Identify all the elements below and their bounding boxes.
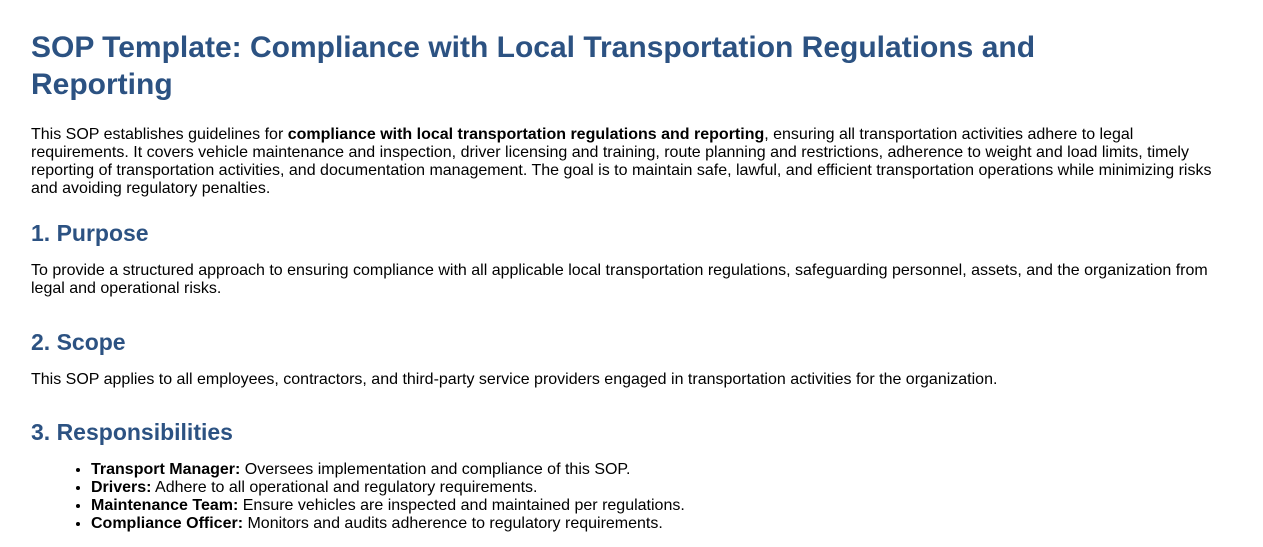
responsibilities-list (31, 461, 1233, 533)
responsibility-item-drivers (91, 479, 1233, 497)
responsibility-role: Maintenance Team: (91, 497, 239, 514)
responsibility-item-compliance-officer (91, 515, 1233, 533)
responsibility-role: Compliance Officer: (91, 515, 244, 532)
intro-text-before: This SOP establishes guidelines for (31, 126, 288, 143)
responsibility-item-maintenance-team (91, 497, 1233, 515)
intro-text-bold: compliance with local transportation regulations and reporting (287, 126, 765, 143)
responsibility-role: Transport Manager: (91, 461, 241, 478)
scope-heading: 2. Scope (31, 329, 126, 355)
page-title: SOP Template: Compliance with Local Transportation Regulations and Reporting (31, 31, 1036, 101)
responsibility-text: Oversees implementation and compliance of this SOP. (240, 461, 631, 478)
purpose-text: To provide a structured approach to ensuring compliance with all applicable local transportation regulations, safeguarding personnel, assets, and the organization from legal and operational risks. (31, 262, 1208, 297)
purpose-heading: 1. Purpose (31, 220, 149, 246)
responsibility-text: Ensure vehicles are inspected and maintained per regulations. (238, 497, 685, 514)
responsibilities-heading: 3. Responsibilities (31, 419, 233, 445)
intro-paragraph (31, 126, 1221, 198)
responsibility-role: Drivers: (91, 479, 152, 496)
responsibility-text: Adhere to all operational and regulatory requirements. (151, 479, 538, 496)
responsibility-text: Monitors and audits adherence to regulatory requirements. (243, 515, 663, 532)
responsibility-item-transport-manager (91, 461, 1233, 479)
scope-text: This SOP applies to all employees, contractors, and third-party service providers engaged in transportation activities for the organization. (31, 371, 998, 388)
intro-text-after: , ensuring all transportation activities adhere to legal requirements. It covers vehicle maintenance and inspection, driver licensing and training, route planning and restrictions, adherence to weight and load limits, timely reporting of transportation activities, and documentation management. The goal is to maintain safe, lawful, and efficient transportation operations while minimizing risks and avoiding regulatory penalties. (31, 126, 1212, 197)
